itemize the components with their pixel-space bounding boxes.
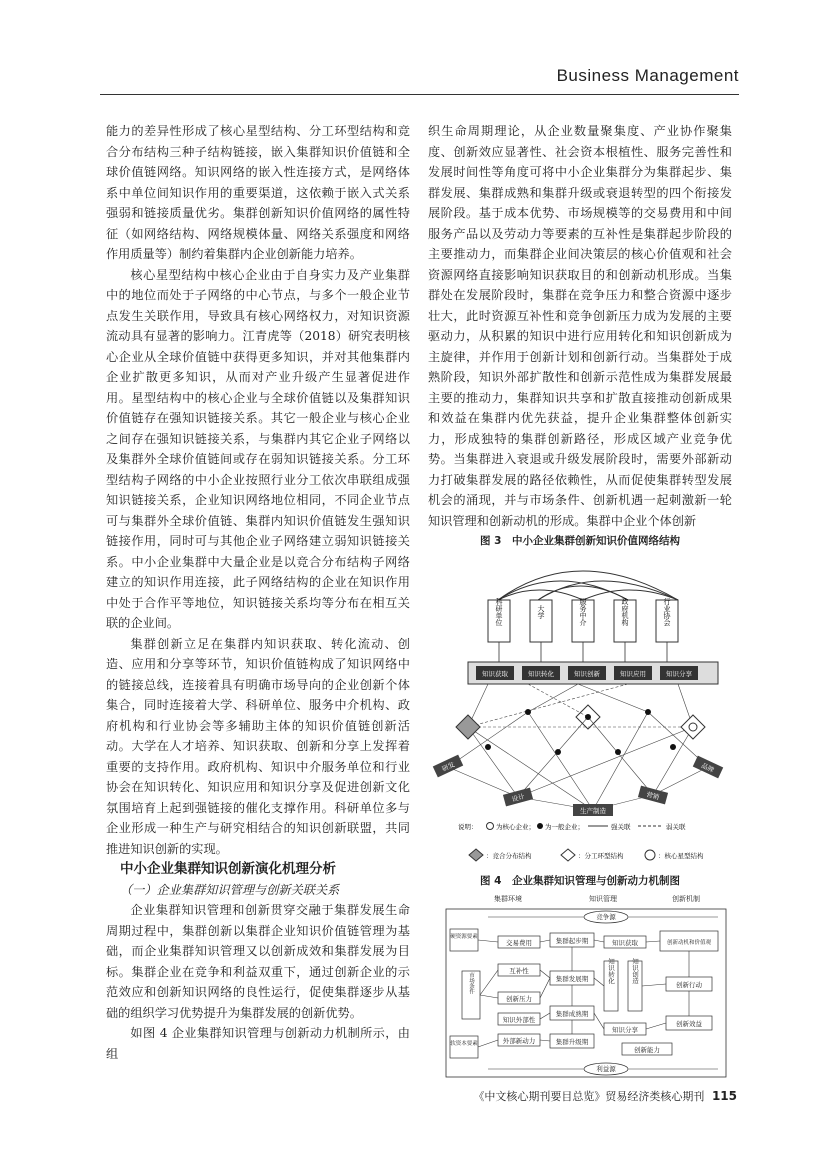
stage-label: 集群升级期 xyxy=(555,1038,589,1046)
node-label: 政府机构 xyxy=(621,597,629,626)
km-label: 知识分享 xyxy=(612,1026,638,1034)
column-header: 创新机制 xyxy=(672,895,700,903)
driver-label: 外部新动力 xyxy=(502,1037,536,1045)
chain-label: 知识转化 xyxy=(528,669,554,678)
legend-star: ：核心星型结构 xyxy=(658,852,704,860)
page-number: 115 xyxy=(711,1089,737,1103)
bottom-node-label: 设计 xyxy=(510,791,526,804)
page-footer xyxy=(473,1088,737,1104)
stage-label: 集群发展期 xyxy=(555,975,589,983)
driver-label: 交易费用 xyxy=(506,939,532,947)
driver-label: 创新压力 xyxy=(506,995,532,1003)
journal-section-title: Business Management xyxy=(556,66,739,85)
competition-source: 竞争源 xyxy=(596,913,616,921)
legend-label: 说明： xyxy=(458,822,478,831)
figure-4-caption: 图 4 企业集群知识管理与创新动力机制图 xyxy=(480,874,680,887)
paragraph: 如图 4 企业集群知识管理与创新动力机制所示，由组 xyxy=(106,1026,410,1061)
figure-3-legend-structures xyxy=(428,846,732,864)
footer-journal: 《中文核心期刊要目总览》贸易经济类核心期刊 xyxy=(473,1090,705,1103)
chain-label: 知识应用 xyxy=(620,669,646,678)
section-title: 中小企业集群知识创新演化机理分析 xyxy=(120,861,336,877)
innov-label: 创新能力 xyxy=(634,1046,660,1054)
legend-compete: ：竞合分布结构 xyxy=(486,852,532,860)
bottom-node-label: 生产制造 xyxy=(580,806,606,815)
column-header: 知识管理 xyxy=(589,895,617,903)
left-box-label: 硬资源要素 xyxy=(450,934,478,940)
left-box-label: 软资本要素 xyxy=(450,1041,478,1047)
paragraph: 核心星型结构中核心企业由于自身实力及产业集群中的地位而处于子网络的中心节点，与多个一般企业节点发生关联作用，导致具有核心网络权力，对知识资源流动具有显著的影响力。江青虎等（2018）研究表明核心企业从全球价值链中获得更多知识，并对其他集群内企业扩散更多知识，从而对产业升级产生显著促进作用。星型结构中的核心企业与全球价值链以及集群知识价值链存在强知识链接关系。其它一般企业与核心企业之间存在强知识链接关系，与集群内其它企业子网络以及集群外全球价值链间或存在弱知识链接关系。分工环型结构子网络的中小企业按照行业分工依次串联组成强知识链接关系，企业知识网络地位相同，不同企业节点可与集群外全球价值链、集群内知识价值链发生强知识链接作用，同时可与其他企业子网络建立弱知识链接关系。中小企业集群中大量企业是以竞合分布结构子网络建立的知识作用连接，此子网络结构的企业在知识作用中处于合作平等地位，知识链接关系均等分布在相互关联的企业间。 xyxy=(106,267,410,630)
subsection-title: （一）企业集群知识管理与创新关联关系 xyxy=(120,882,340,897)
paragraph: 能力的差异性形成了核心星型结构、分工环型结构和竞合分布结构三种子结构链接，嵌入集群知识价值链和全球价值链网络。知识网络的嵌入性连接方式，是网络体系中单位间知识作用的重要渠道，这依赖于嵌入式关系强弱和链接质量优劣。集群创新知识价值网络的属性特征（如网络结构、网络规模体量、网络关系强度和网络作用质量等）制约着集群内企业创新能力培养。 xyxy=(106,124,410,261)
legend-weak: 弱关联 xyxy=(666,822,686,831)
legend-strong: 强关联 xyxy=(611,822,631,831)
left-column xyxy=(106,121,410,1064)
figure-3-legend xyxy=(458,822,686,831)
bottom-node-label: 营销 xyxy=(645,789,661,802)
innov-label: 创新行动 xyxy=(676,981,702,989)
km-label: 知识获取 xyxy=(612,939,638,947)
chain-label: 知识创新 xyxy=(574,669,600,678)
figure-4-mechanism-diagram xyxy=(428,891,732,1081)
bottom-node-label: 品牌 xyxy=(699,761,716,774)
node-label: 服务中介 xyxy=(579,597,587,626)
paragraph: 集群创新立足在集群内知识获取、转化流动、创造、应用和分享等环节，知识价值链构成了知识网络中的链接总线，连接着具有明确市场导向的企业创新个体集合，同时连接着大学、科研单位、服务中介机构、政府机构和行业协会等多辅助主体的知识价值链创新活动。大学在人才培养、知识获取、创新和分享上发挥着重要的支持作用。政府机构、知识中介服务单位和行业协会在知识转化、知识应用和知识分享及促进创新文化氛围培育上起到强链接的催化支撑作用。科研单位多与企业形成一种生产与研究相结合的知识创新联盟，共同推进知识创新的实现。 xyxy=(106,636,410,856)
chain-label: 知识获取 xyxy=(482,669,508,678)
legend-ring: ：分工环型结构 xyxy=(578,852,624,860)
km-label: 知识转化 xyxy=(607,958,615,984)
bottom-nodes xyxy=(433,754,723,815)
bottom-node-label: 研发 xyxy=(440,760,457,773)
top-nodes xyxy=(488,597,678,642)
knowledge-chain xyxy=(476,666,698,680)
legend-general: 为一般企业； xyxy=(545,822,584,831)
innov-label: 创新效益 xyxy=(676,1020,702,1028)
page-header xyxy=(100,66,739,95)
right-column xyxy=(428,121,732,1088)
figure-3-caption: 图 3 中小企业集群创新知识价值网络结构 xyxy=(480,535,680,547)
km-label: 知识创造 xyxy=(631,958,639,984)
column-header: 集群环境 xyxy=(494,895,522,903)
stage-label: 集群起步期 xyxy=(555,937,589,945)
benefit-source: 利益源 xyxy=(596,1065,616,1073)
chain-label: 知识分享 xyxy=(666,669,692,678)
stage-label: 集群成熟期 xyxy=(555,1010,589,1018)
paragraph: 织生命周期理论，从企业数量聚集度、产业协作聚集度、创新效应显著性、社会资本根植性、服务完善性和发展时间性等角度可将中小企业集群分为集群起步、集群发展、集群成熟和集群升级或衰退转型的四个衔接发展阶段。基于成本优势、市场规模等的交易费用和中间服务产品以及劳动力等要素的互补性是集群起步阶段的主要推动力，而集群企业间决策层的核心价值观和社会资源网络直接影响知识获取目的和创新动机形成。当集群处在发展阶段时，集群在竞争压力和整合资源中逐步壮大，此时资源互补性和竞争创新压力成为发展的主要驱动力，从积累的知识中进行应用转化和知识创新成为主旋律，并作用于创新计划和创新行动。当集群处于成熟阶段，知识外部扩散性和创新示范性成为集群发展最主要的推动力，集群知识共享和扩散直接推动创新成果和效益在集群内优先获益，提升企业集群整体创新实力，形成独特的集群创新路径，形成区域产业竞争优势。当集群进入衰退或升级发展阶段时，需要外部新动力打破集群发展的路径依赖性，从而促使集群转型发展机会的涌现，并与市场条件、创新机遇一起刺激新一轮知识管理和创新动机的形成。集群中企业个体创新 xyxy=(428,124,732,528)
node-label: 行业协会 xyxy=(663,597,671,626)
figure-3-network-diagram xyxy=(428,552,732,840)
driver-label: 知识外部性 xyxy=(502,1016,536,1024)
node-label: 科研单位 xyxy=(495,597,503,626)
legend-core: 为核心企业； xyxy=(496,822,535,831)
driver-label: 互补性 xyxy=(509,967,529,975)
node-label: 大学 xyxy=(537,604,545,619)
left-box-label: 市场条件 xyxy=(468,972,474,994)
innov-label: 创新动机和价值观 xyxy=(666,940,712,946)
paragraph: 企业集群知识管理和创新贯穿交融于集群发展生命周期过程中，集群创新以集群企业知识价值链管理为基础，而企业集群知识管理又以创新成效和集群发展为目标。集群企业在竞争和利益双重下，通过创新企业的示范效应和创新知识网络的良性运行，促使集群逐步从基础的组织学习优势提升为集群发展的创新优势。 xyxy=(106,903,410,1020)
